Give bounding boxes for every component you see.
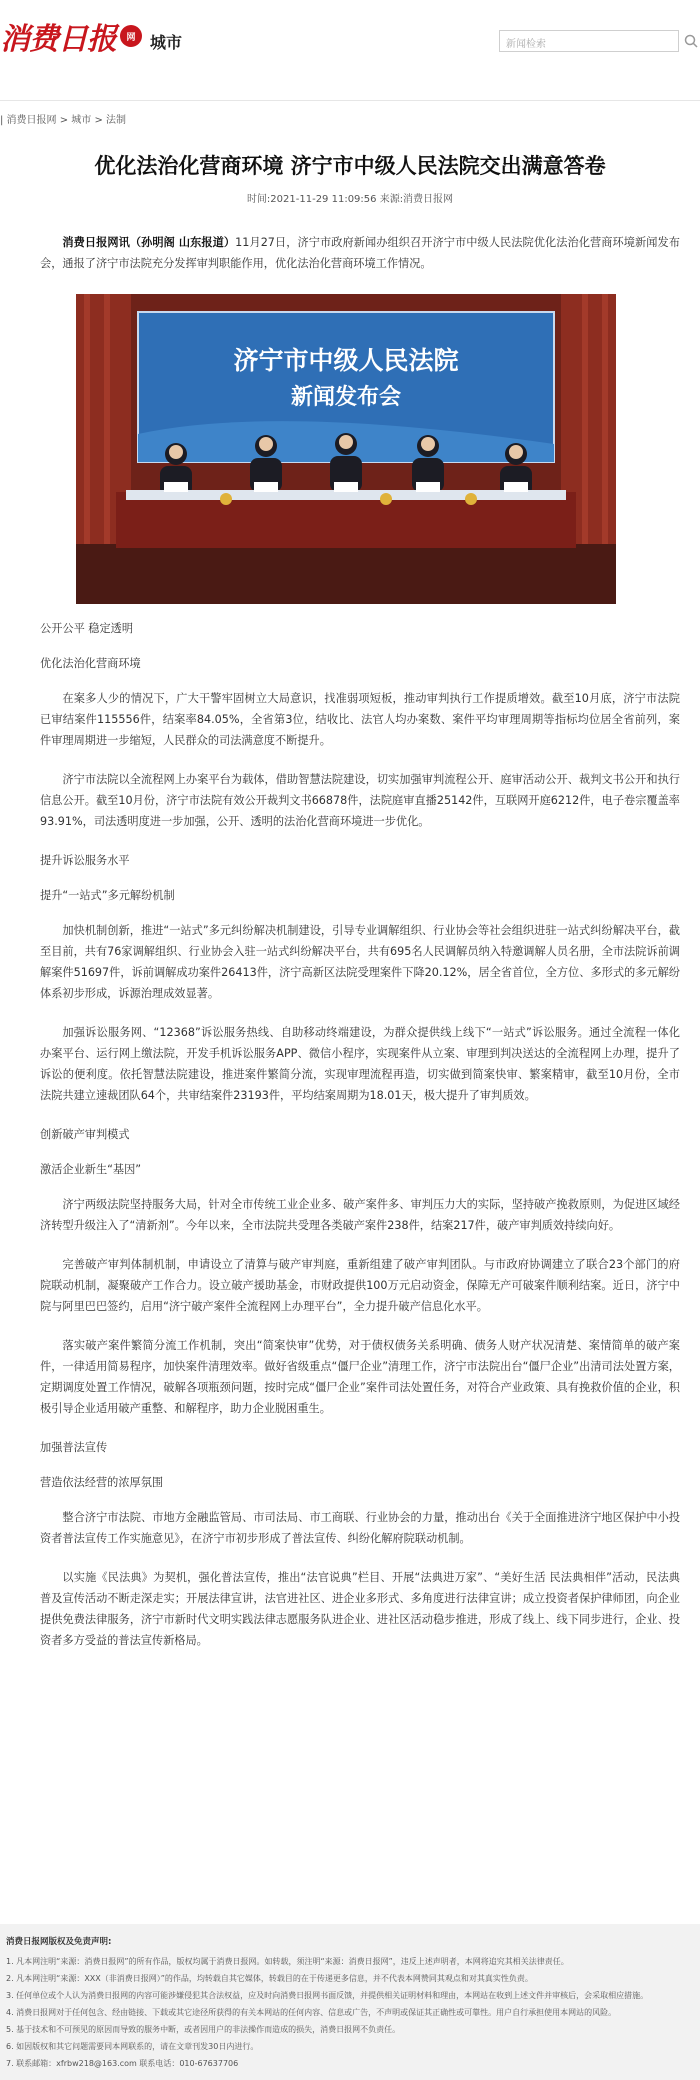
footer-item: 3. 任何单位或个人认为消费日报网的内容可能涉嫌侵犯其合法权益，应及时向消费日报网书面反馈，并提供相关证明材料和理由，本网站在收到上述文件并审核后，会采取相应措施。 <box>6 1991 649 2000</box>
site-logo[interactable] <box>0 18 183 57</box>
footer-item: 6. 如因版权和其它问题需要同本网联系的，请在文章刊发30日内进行。 <box>6 2042 259 2051</box>
logo-text: 消费日报 <box>0 22 116 57</box>
section-heading: 营造依法经营的浓厚氛围 <box>40 1476 164 1489</box>
photo-banner-line1: 济宁市中级人民法院 <box>233 346 459 375</box>
lead-paragraph <box>40 232 680 274</box>
footer-item: 7. 联系邮箱：xfrbw218@163.com 联系电话：010-67637706 <box>6 2059 239 2068</box>
section-heading: 提升诉讼服务水平 <box>40 854 130 867</box>
lead-source: 消费日报网讯（孙明阁 山东报道） <box>62 236 236 249</box>
logo-badge: 网 <box>120 25 142 47</box>
breadcrumb[interactable]: | 消费日报网 > 城市 > 法制 <box>0 115 127 126</box>
copyright-footer <box>0 1924 700 2080</box>
section-heading: 创新破产审判模式 <box>40 1128 130 1141</box>
paragraph: 落实破产案件繁简分流工作机制，突出“简案快审”优势，对于债权债务关系明确、债务人财产状况清楚、案情简单的破产案件，一律适用简易程序，加快案件清理效率。做好省级重点“僵尸企业”清理工作，济宁市法院出台“僵尸企业”出清司法处置方案，定期调度处置工作情况，破解各项瓶颈问题，按时完成“僵尸企业”案件司法处置任务，对符合产业政策、具有挽救价值的企业，积极引导企业适用破产重整、和解程序，助力企业脱困重生。 <box>40 1339 680 1415</box>
footer-title: 消费日报网版权及免责声明: <box>6 1937 112 1947</box>
press-conference-photo <box>76 294 616 604</box>
channel-name[interactable]: 城市 <box>150 32 183 52</box>
paragraph: 济宁市法院以全流程网上办案平台为载体，借助智慧法院建设，切实加强审判流程公开、庭审活动公开、裁判文书公开和执行信息公开。截至10月份，济宁市法院有效公开裁判文书66878件，法院庭审直播25142件，互联网开庭6212件，电子卷宗覆盖率93.91%，司法透明度进一步加强，公开、透明的法治化营商环境进一步优化。 <box>40 773 680 828</box>
search-icon[interactable] <box>683 33 699 49</box>
paragraph: 济宁两级法院坚持服务大局，针对全市传统工业企业多、破产案件多、审判压力大的实际，坚持破产挽救原则，为促进区域经济转型升级注入了“清新剂”。今年以来，全市法院共受理各类破产案件238件，结案217件，破产审判质效持续向好。 <box>40 1198 680 1232</box>
paragraph: 完善破产审判体制机制，申请设立了清算与破产审判庭，重新组建了破产审判团队。与市政府协调建立了联合23个部门的府院联动机制，凝聚破产工作合力。设立破产援助基金，市财政提供100万元启动资金，保障无产可破案件顺利结案。近日，济宁中院与阿里巴巴签约，启用“济宁破产案件全流程网上办理平台”，全力提升破产信息化水平。 <box>40 1258 680 1313</box>
section-heading: 激活企业新生“基因” <box>40 1163 142 1176</box>
article-title: 优化法治化营商环境 济宁市中级人民法院交出满意答卷 <box>94 154 606 178</box>
site-header <box>0 0 700 80</box>
photo-banner <box>138 344 554 412</box>
section-heading: 公开公平 稳定透明 <box>40 622 134 635</box>
section-heading: 加强普法宣传 <box>40 1441 108 1454</box>
footer-item: 4. 消费日报网对于任何包含、经由链接、下载或其它途径所获得的有关本网站的任何内容、信息或广告，不声明或保证其正确性或可靠性。用户自行承担使用本网站的风险。 <box>6 2008 617 2017</box>
paragraph: 加强诉讼服务网、“12368”诉讼服务热线、自助移动终端建设，为群众提供线上线下“一站式”诉讼服务。通过全流程一体化办案平台、运行网上缴法院，开发手机诉讼服务APP、微信小程序，实现案件从立案、审理到判决送达的全流程网上办理，提升了诉讼的便利度。依托智慧法院建设，推进案件繁简分流，实现审理流程再造，切实做到简案快审、繁案精审，截至10月份，全市法院共建立速裁团队64个，共审结案件23193件，平均结案周期为18.01天，极大提升了审判质效。 <box>40 1026 680 1102</box>
paragraph: 以实施《民法典》为契机，强化普法宣传，推出“法官说典”栏目、开展“法典进万家”、“美好生活 民法典相伴”活动，民法典普及宣传活动不断走深走实；开展法律宣讲，法官进社区、进企业多形式、多角度进行法律宣讲；成立投资者保护律师团，向企业提供免费法律服务，济宁市新时代文明实践法律志愿服务队进企业、进社区活动稳步推进，形成了线上、线下同步进行，企业、投资者多方受益的普法宣传新格局。 <box>40 1571 680 1647</box>
footer-item: 1. 凡本网注明“来源：消费日报网”的所有作品，版权均属于消费日报网。如转载，须注明“来源：消费日报网”，违反上述声明者，本网将追究其相关法律责任。 <box>6 1957 569 1966</box>
article-body <box>40 232 680 1669</box>
section-heading: 优化法治化营商环境 <box>40 657 141 670</box>
photo-banner-line2: 新闻发布会 <box>290 384 401 410</box>
footer-item: 2. 凡本网注明“来源：XXX（非消费日报网）”的作品，均转载自其它媒体，转载目的在于传递更多信息，并不代表本网赞同其观点和对其真实性负责。 <box>6 1974 533 1983</box>
article-meta: 时间:2021-11-29 11:09:56 来源:消费日报网 <box>246 194 454 205</box>
paragraph: 整合济宁市法院、市地方金融监管局、市司法局、市工商联、行业协会的力量，推动出台《关于全面推进济宁地区保护中小投资者普法宣传工作实施意见》，在济宁市初步形成了普法宣传、纠纷化解府院联动机制。 <box>40 1511 680 1545</box>
paragraph: 加快机制创新，推进“一站式”多元纠纷解决机制建设，引导专业调解组织、行业协会等社会组织进驻一站式纠纷解决平台，截至目前，共有76家调解组织、行业协会入驻一站式纠纷解决平台，共有695名人民调解员纳入特邀调解人员名册，全市法院诉前调解案件51697件，诉前调解成功案件26413件，济宁高新区法院受理案件下降20.12%，居全省首位，全方位、多形式的多元解纷体系初步形成，诉源治理成效显著。 <box>40 924 680 1000</box>
footer-item: 5. 基于技术和不可预见的原因而导致的服务中断，或者因用户的非法操作而造成的损失，消费日报网不负责任。 <box>6 2025 401 2034</box>
section-heading: 提升“一站式”多元解纷机制 <box>40 889 175 902</box>
search-input[interactable]: 新闻检索 <box>499 30 679 52</box>
paragraph: 在案多人少的情况下，广大干警牢固树立大局意识，找准弱项短板，推动审判执行工作提质增效。截至10月底，济宁市法院已审结案件115556件，结案率84.05%，全省第3位，结收比、法官人均办案数、案件平均审理周期等指标均位居全省前列，案件审理周期进一步缩短，人民群众的司法满意度不断提升。 <box>40 692 680 747</box>
lead-text: 11月27日，济宁市政府新闻办组织召开济宁市中级人民法院优化法治化营商环境新闻发布会，通报了济宁市法院充分发挥审判职能作用，优化法治化营商环境工作情况。 <box>40 236 680 270</box>
header-divider <box>0 100 700 101</box>
